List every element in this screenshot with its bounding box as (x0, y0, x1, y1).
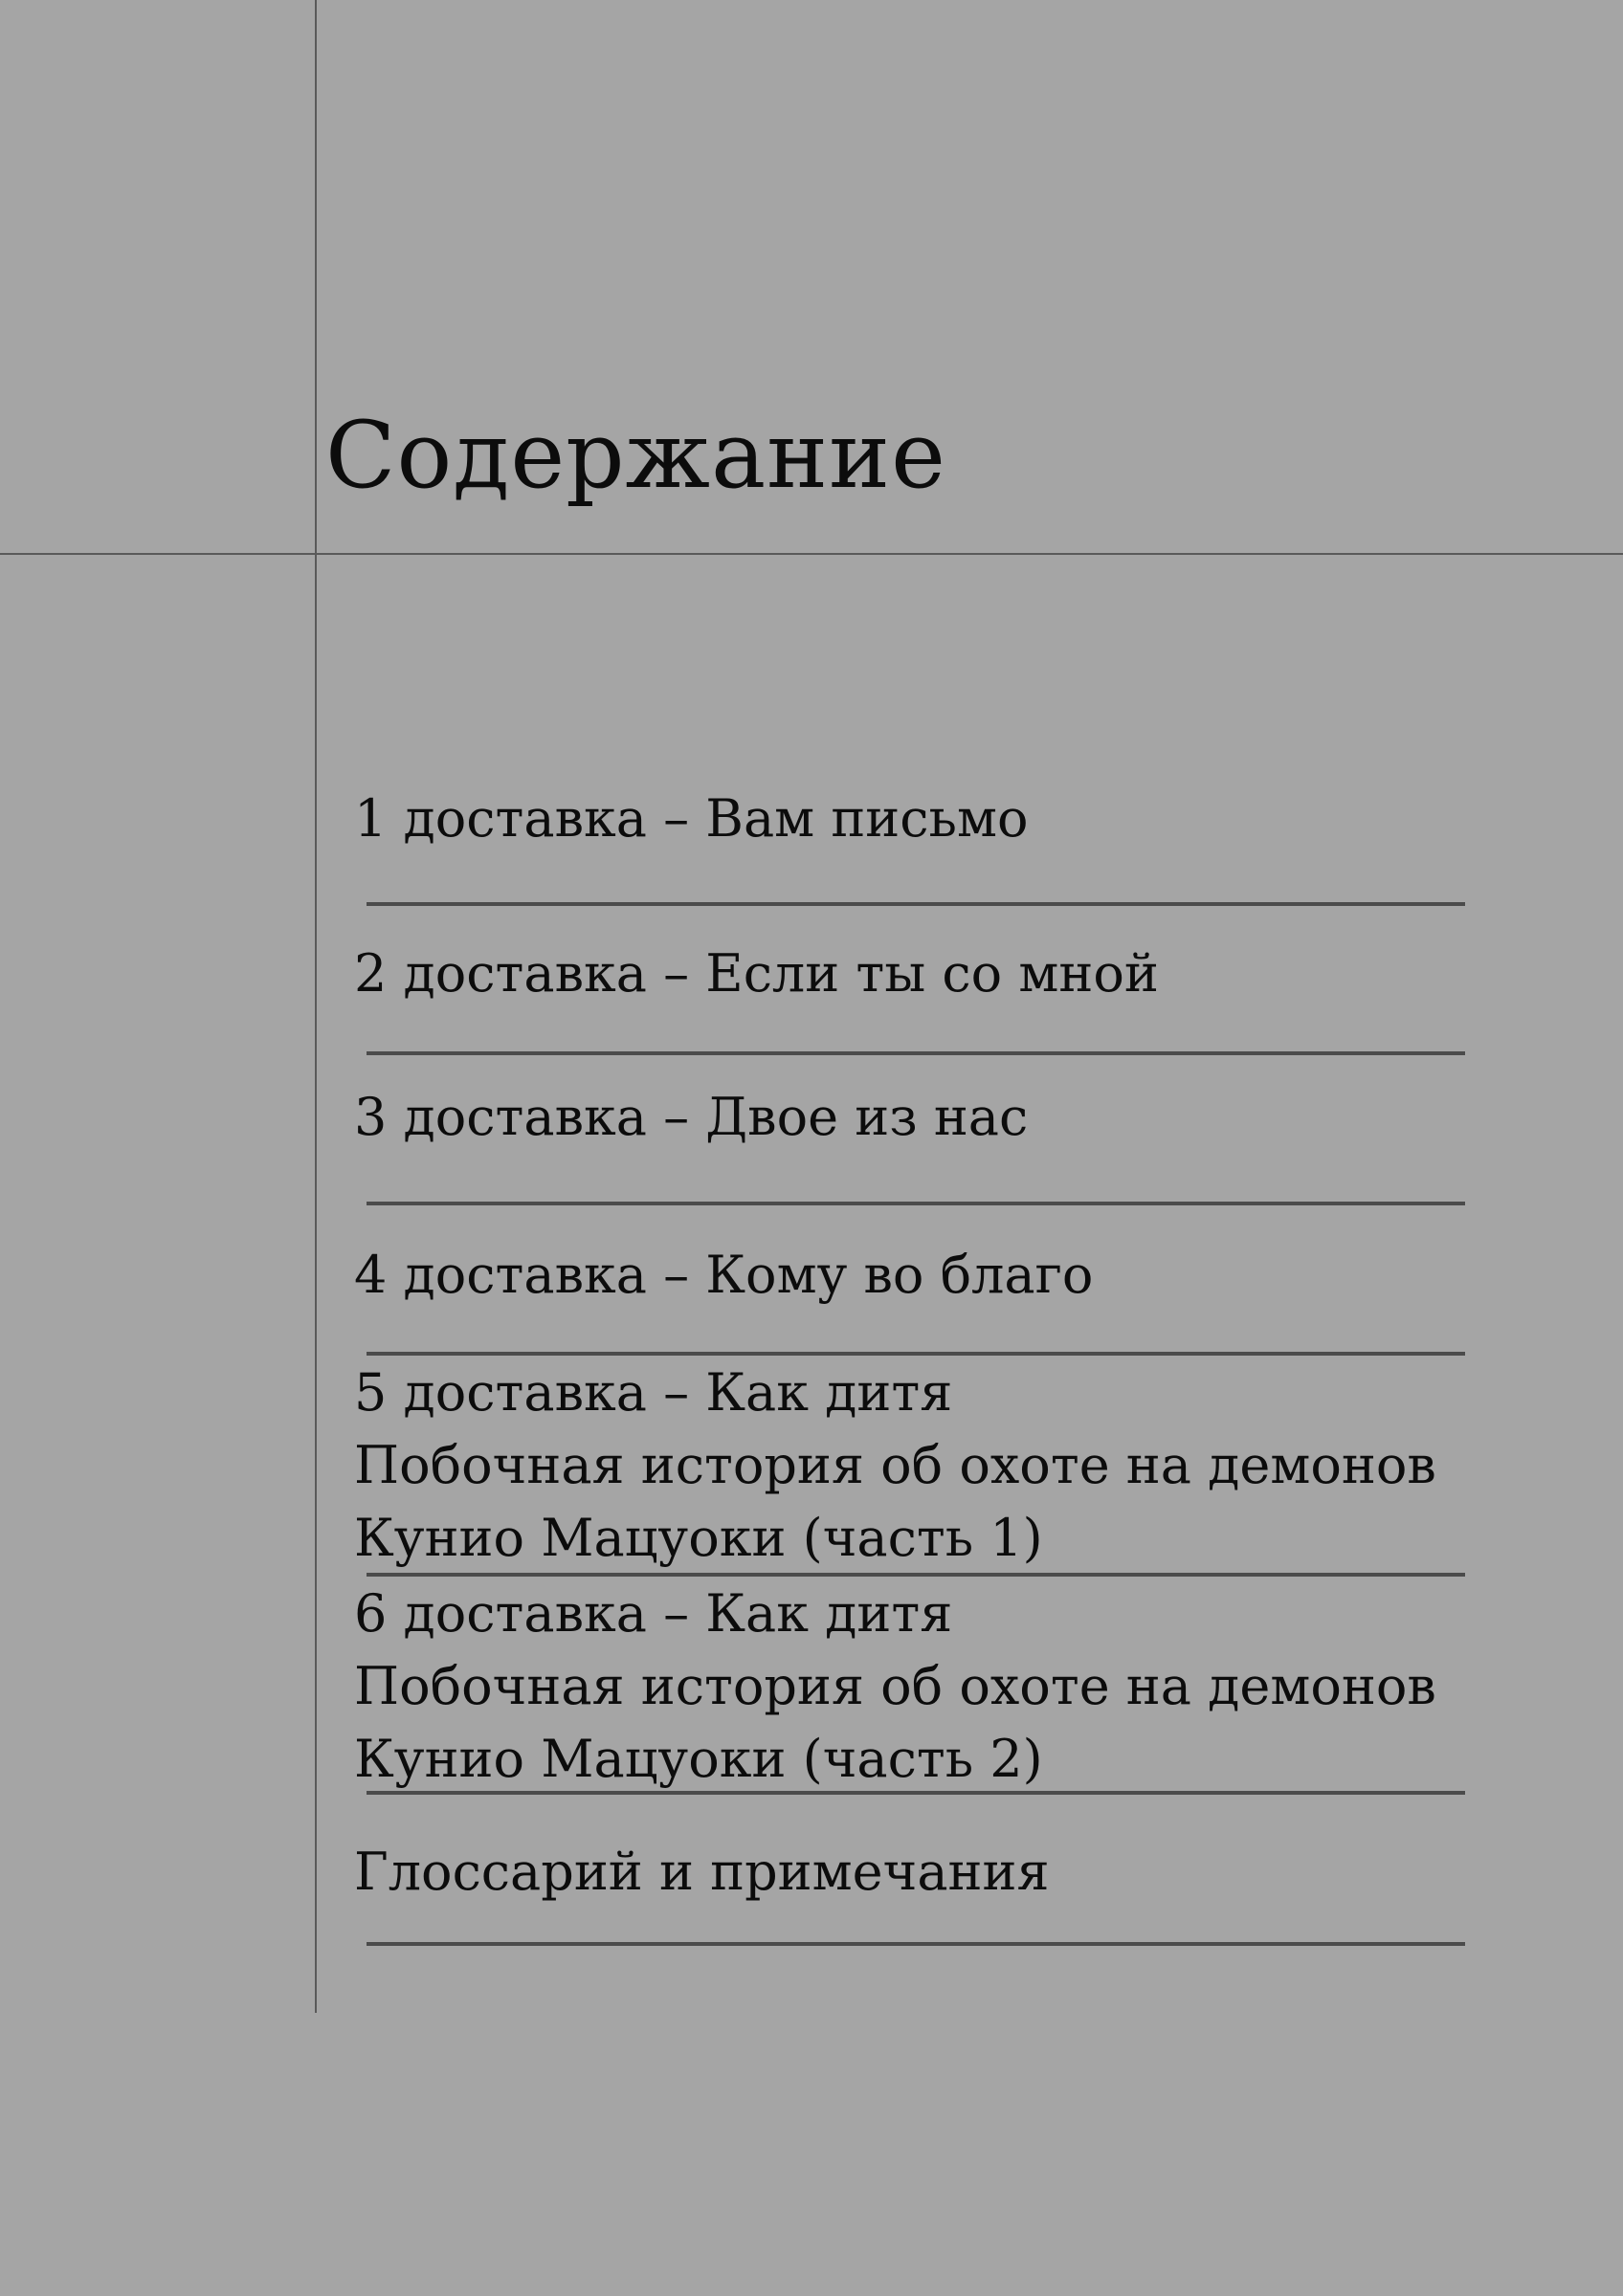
toc-entry-4-line-1: 4 доставка – Кому во благо (354, 1245, 1094, 1305)
toc-entry-7-line-1: Глоссарий и примечания (354, 1842, 1050, 1902)
toc-entry-6-line-2: Побочная история об охоте на демонов (354, 1656, 1436, 1716)
toc-divider (367, 1791, 1465, 1795)
toc-entry-3-line-1: 3 доставка – Двое из нас (354, 1087, 1029, 1147)
toc-entry-2[interactable] (354, 938, 1159, 1010)
toc-divider (367, 1202, 1465, 1205)
toc-entry-4[interactable] (354, 1239, 1093, 1312)
vertical-guide-line (315, 0, 317, 2013)
page-title: Содержание (325, 402, 946, 509)
toc-divider (367, 1051, 1465, 1055)
toc-entry-5-line-3: Кунио Мацуоки (часть 1) (354, 1508, 1043, 1568)
toc-entry-2-line-1: 2 доставка – Если ты со мной (354, 943, 1159, 1004)
horizontal-guide-line (0, 553, 1623, 555)
toc-entry-6-line-3: Кунио Мацуоки (часть 2) (354, 1729, 1043, 1789)
toc-entry-5-line-1: 5 доставка – Как дитя (354, 1362, 953, 1423)
toc-entry-5-line-2: Побочная история об охоте на демонов (354, 1435, 1436, 1495)
toc-entry-6-line-1: 6 доставка – Как дитя (354, 1583, 953, 1644)
toc-entry-1[interactable] (354, 783, 1028, 855)
toc-divider (367, 1352, 1465, 1356)
toc-divider (367, 1573, 1465, 1577)
toc-entry-7[interactable] (354, 1836, 1050, 1909)
toc-divider (367, 902, 1465, 906)
toc-divider (367, 1942, 1465, 1946)
toc-entry-3[interactable] (354, 1081, 1028, 1154)
toc-entry-1-line-1: 1 доставка – Вам письмо (354, 788, 1029, 849)
toc-entry-5[interactable] (354, 1357, 1436, 1575)
toc-entry-6[interactable] (354, 1578, 1436, 1796)
